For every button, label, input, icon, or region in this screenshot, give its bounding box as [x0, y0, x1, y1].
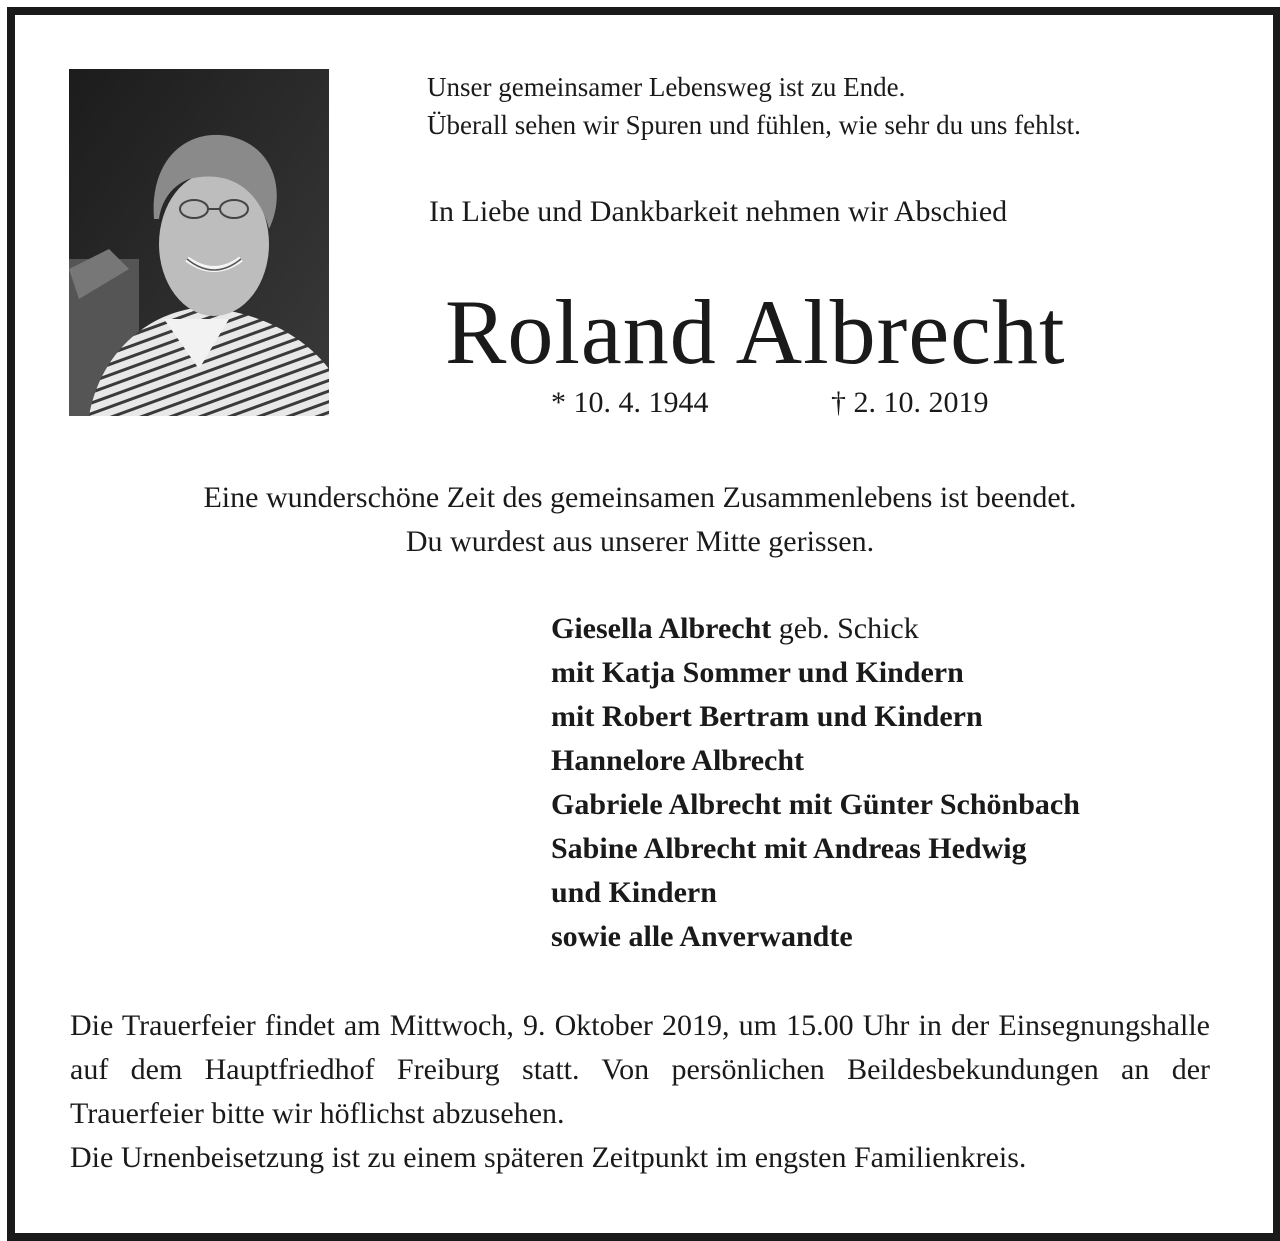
- mourner-line: [551, 607, 1080, 651]
- mourner-line: mit Robert Bertram und Kindern: [551, 700, 983, 733]
- tribute-text: [0, 476, 1280, 564]
- farewell-text: In Liebe und Dankbarkeit nehmen wir Abschied: [429, 195, 1008, 228]
- mourner-line: und Kindern: [551, 876, 717, 909]
- intro-verse: [427, 68, 1081, 144]
- mourner-maiden-name: geb. Schick: [771, 612, 919, 645]
- intro-line-1: Unser gemeinsamer Lebensweg ist zu Ende.: [427, 72, 906, 102]
- burial-notice-paragraph: Die Urnenbeisetzung ist zu einem späteren Zeitpunkt im engsten Familienkreis.: [70, 1141, 1027, 1174]
- funeral-notice-paragraph: Die Trauerfeier findet am Mittwoch, 9. Oktober 2019, um 15.00 Uhr in der Einsegnungshalle auf dem Hauptfriedhof Freiburg statt. Von persönlichen Beildesbekundungen an der Trauerfeier bitte wir höflichst abzusehen.: [70, 1009, 1210, 1130]
- mourner-line: Gabriele Albrecht mit Günter Schönbach: [551, 788, 1080, 821]
- mourner-line: mit Katja Sommer und Kindern: [551, 656, 964, 689]
- mourner-line: sowie alle Anverwandte: [551, 920, 853, 953]
- mourner-line: Hannelore Albrecht: [551, 744, 805, 777]
- tribute-line-1: Eine wunderschöne Zeit des gemeinsamen Zusammenlebens ist beendet.: [203, 481, 1077, 514]
- tribute-line-2: Du wurdest aus unserer Mitte gerissen.: [405, 525, 875, 558]
- mourner-line: Sabine Albrecht mit Andreas Hedwig: [551, 832, 1027, 865]
- death-date: † 2. 10. 2019: [831, 386, 989, 419]
- mourner-name: Giesella Albrecht: [551, 612, 772, 645]
- funeral-notice: [70, 1004, 1210, 1180]
- deceased-name: Roland Albrecht: [445, 281, 1066, 383]
- portrait-photo: [69, 69, 329, 416]
- intro-line-2: Überall sehen wir Spuren und fühlen, wie sehr du uns fehlst.: [427, 110, 1081, 140]
- mourners-list: [551, 607, 1080, 959]
- birth-date: * 10. 4. 1944: [551, 386, 709, 419]
